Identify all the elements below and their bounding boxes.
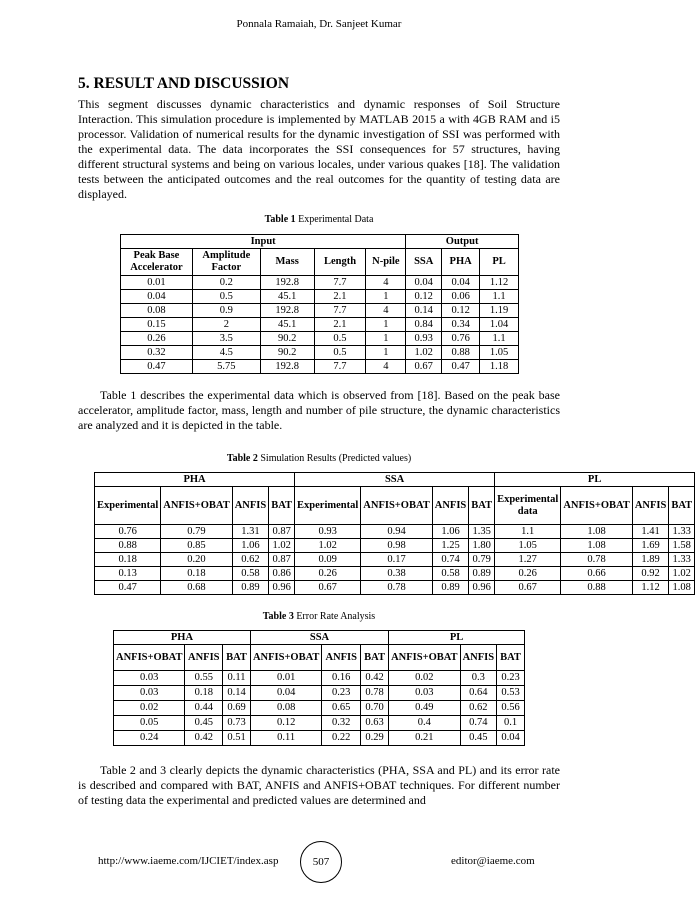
- table-cell: 0.3: [460, 671, 497, 686]
- table-cell: 0.76: [95, 525, 161, 539]
- table-cell: 1.80: [469, 539, 495, 553]
- table3-column-header: ANFIS+OBAT: [114, 645, 185, 671]
- table-cell: 0.78: [561, 553, 632, 567]
- table-cell: 0.1: [497, 716, 525, 731]
- table3-column-header: ANFIS: [322, 645, 361, 671]
- table-cell: 0.74: [432, 553, 469, 567]
- table-row: [95, 553, 695, 567]
- footer-email-link[interactable]: editor@iaeme.com: [451, 855, 535, 867]
- table-cell: 0.64: [460, 686, 497, 701]
- table-row: [121, 304, 519, 318]
- table-cell: 192.8: [260, 360, 314, 374]
- table-cell: 90.2: [260, 332, 314, 346]
- table-cell: 0.03: [114, 686, 185, 701]
- table-cell: 0.53: [497, 686, 525, 701]
- table-cell: 0.32: [121, 346, 193, 360]
- table-cell: 0.26: [121, 332, 193, 346]
- table-cell: 0.63: [361, 716, 389, 731]
- table1-column-header: Length: [314, 249, 366, 276]
- table-cell: 0.02: [389, 671, 460, 686]
- table-cell: 0.58: [232, 567, 269, 581]
- table-cell: 1.31: [232, 525, 269, 539]
- table-cell: 45.1: [260, 290, 314, 304]
- table-cell: 0.4: [389, 716, 460, 731]
- table-cell: 0.5: [192, 290, 260, 304]
- table-cell: 0.13: [95, 567, 161, 581]
- table-cell: 0.68: [161, 581, 232, 595]
- table2-column-header: Experimental data: [495, 487, 561, 525]
- table-cell: 0.89: [432, 581, 469, 595]
- table-row: [114, 731, 525, 746]
- table-cell: 0.45: [185, 716, 223, 731]
- table-cell: 0.78: [361, 686, 389, 701]
- table-cell: 1.58: [669, 539, 695, 553]
- table-cell: 0.87: [269, 553, 295, 567]
- table-cell: 0.47: [95, 581, 161, 595]
- table-cell: 0.84: [406, 318, 442, 332]
- table-cell: 0.16: [322, 671, 361, 686]
- table1-column-header: PL: [480, 249, 519, 276]
- table-cell: 7.7: [314, 360, 366, 374]
- table-cell: 0.9: [192, 304, 260, 318]
- table-cell: 0.18: [161, 567, 232, 581]
- table-cell: 0.12: [250, 716, 321, 731]
- table-cell: 0.14: [406, 304, 442, 318]
- table-cell: 0.76: [442, 332, 480, 346]
- table-row: [121, 332, 519, 346]
- running-header: Ponnala Ramaiah, Dr. Sanjeet Kumar: [236, 18, 402, 30]
- table-cell: 0.66: [561, 567, 632, 581]
- table-cell: 0.73: [223, 716, 251, 731]
- table-cell: 0.08: [250, 701, 321, 716]
- table-cell: 0.86: [269, 567, 295, 581]
- table-cell: 1.18: [480, 360, 519, 374]
- table-cell: 0.70: [361, 701, 389, 716]
- table-cell: 0.79: [161, 525, 232, 539]
- table-cell: 0.94: [361, 525, 432, 539]
- table-cell: 1.08: [669, 581, 695, 595]
- table-row: [95, 525, 695, 539]
- table1-caption-label: Table 1: [264, 214, 296, 225]
- table-cell: 0.04: [406, 276, 442, 290]
- table-cell: 0.11: [250, 731, 321, 746]
- table-cell: 0.34: [442, 318, 480, 332]
- table-cell: 1.89: [632, 553, 669, 567]
- table-row: [114, 716, 525, 731]
- table-cell: 0.26: [295, 567, 361, 581]
- table-cell: 0.85: [161, 539, 232, 553]
- table2: [94, 472, 695, 595]
- table3-column-header: ANFIS: [185, 645, 223, 671]
- table3-column-header: ANFIS: [460, 645, 497, 671]
- table-cell: 192.8: [260, 276, 314, 290]
- table-cell: 0.51: [223, 731, 251, 746]
- table-cell: 1.25: [432, 539, 469, 553]
- table-cell: 1.08: [561, 525, 632, 539]
- table-cell: 1.1: [480, 290, 519, 304]
- table-cell: 0.38: [361, 567, 432, 581]
- table2-caption-label: Table 2: [226, 453, 258, 464]
- table-cell: 1.1: [480, 332, 519, 346]
- table-cell: 0.78: [361, 581, 432, 595]
- table-cell: 0.14: [223, 686, 251, 701]
- table-cell: 0.98: [361, 539, 432, 553]
- table-cell: 5.75: [192, 360, 260, 374]
- table-cell: 0.58: [432, 567, 469, 581]
- table1-column-header: Mass: [260, 249, 314, 276]
- table-cell: 0.24: [114, 731, 185, 746]
- table-cell: 1.02: [269, 539, 295, 553]
- table1-group-input: Input: [121, 235, 406, 249]
- table-row: [121, 360, 519, 374]
- table1-column-header: Amplitude Factor: [192, 249, 260, 276]
- table-cell: 1.33: [669, 553, 695, 567]
- footer-url-link[interactable]: http://www.iaeme.com/IJCIET/index.asp: [98, 855, 279, 867]
- table-cell: 1.12: [480, 276, 519, 290]
- table-row: [95, 567, 695, 581]
- table-cell: 0.01: [250, 671, 321, 686]
- table-cell: 0.5: [314, 332, 366, 346]
- table-cell: 1: [366, 346, 406, 360]
- table-row: [114, 686, 525, 701]
- table-cell: 0.04: [250, 686, 321, 701]
- table-cell: 0.26: [495, 567, 561, 581]
- section-title: 5. RESULT AND DISCUSSION: [78, 75, 290, 92]
- table-cell: 0.02: [114, 701, 185, 716]
- table1-column-header: PHA: [442, 249, 480, 276]
- table2-column-header: ANFIS: [232, 487, 269, 525]
- table-cell: 0.15: [121, 318, 193, 332]
- table-cell: 0.74: [460, 716, 497, 731]
- table-cell: 0.23: [497, 671, 525, 686]
- table2-column-header: Experimental: [295, 487, 361, 525]
- table-row: [114, 701, 525, 716]
- table-cell: 1.27: [495, 553, 561, 567]
- table-cell: 1.06: [432, 525, 469, 539]
- table3: [113, 630, 525, 746]
- table-cell: 0.92: [632, 567, 669, 581]
- table-cell: 1: [366, 318, 406, 332]
- table-cell: 0.55: [185, 671, 223, 686]
- table-cell: 0.22: [322, 731, 361, 746]
- table-cell: 1.12: [632, 581, 669, 595]
- table-cell: 0.42: [185, 731, 223, 746]
- table-cell: 2: [192, 318, 260, 332]
- table-cell: 0.18: [185, 686, 223, 701]
- table-cell: 0.03: [389, 686, 460, 701]
- table-cell: 0.42: [361, 671, 389, 686]
- table3-caption-label: Table 3: [262, 611, 294, 622]
- table-cell: 4: [366, 304, 406, 318]
- table-cell: 0.04: [121, 290, 193, 304]
- table-cell: 4: [366, 276, 406, 290]
- table-cell: 0.29: [361, 731, 389, 746]
- table1-column-header: N-pile: [366, 249, 406, 276]
- table-cell: 0.5: [314, 346, 366, 360]
- table-cell: 0.20: [161, 553, 232, 567]
- table2-group-pl: PL: [495, 473, 695, 487]
- table-cell: 2.1: [314, 318, 366, 332]
- table-cell: 0.56: [497, 701, 525, 716]
- table-cell: 0.03: [114, 671, 185, 686]
- table-cell: 1.1: [495, 525, 561, 539]
- table-cell: 0.06: [442, 290, 480, 304]
- table-cell: 1: [366, 332, 406, 346]
- table-cell: 0.09: [295, 553, 361, 567]
- table-cell: 0.23: [322, 686, 361, 701]
- table-cell: 1.06: [232, 539, 269, 553]
- table3-column-header: ANFIS+OBAT: [250, 645, 321, 671]
- table-cell: 0.12: [442, 304, 480, 318]
- table-cell: 0.17: [361, 553, 432, 567]
- table3-column-header: BAT: [361, 645, 389, 671]
- table-cell: 4: [366, 360, 406, 374]
- table-cell: 1.05: [480, 346, 519, 360]
- table-cell: 7.7: [314, 276, 366, 290]
- table-cell: 0.04: [497, 731, 525, 746]
- table-cell: 0.88: [442, 346, 480, 360]
- table3-column-header: BAT: [223, 645, 251, 671]
- table-row: [121, 318, 519, 332]
- table-cell: 0.69: [223, 701, 251, 716]
- table2-column-header: ANFIS+OBAT: [161, 487, 232, 525]
- table-cell: 0.67: [295, 581, 361, 595]
- table-row: [114, 671, 525, 686]
- table-cell: 192.8: [260, 304, 314, 318]
- table-cell: 0.11: [223, 671, 251, 686]
- table1-caption-text: Experimental Data: [298, 214, 374, 225]
- table3-group-pl: PL: [389, 631, 525, 645]
- table-cell: 0.79: [469, 553, 495, 567]
- page-number: 507: [300, 841, 342, 883]
- table2-group-pha: PHA: [95, 473, 295, 487]
- table-cell: 0.62: [460, 701, 497, 716]
- table3-column-header: ANFIS+OBAT: [389, 645, 460, 671]
- table-cell: 0.93: [406, 332, 442, 346]
- table-cell: 2.1: [314, 290, 366, 304]
- table-cell: 0.87: [269, 525, 295, 539]
- table-cell: 3.5: [192, 332, 260, 346]
- table2-group-ssa: SSA: [295, 473, 495, 487]
- table2-caption: [0, 453, 638, 464]
- table3-group-ssa: SSA: [250, 631, 388, 645]
- table-cell: 0.88: [561, 581, 632, 595]
- table-cell: 1.41: [632, 525, 669, 539]
- table-cell: 1.02: [669, 567, 695, 581]
- table2-column-header: Experimental: [95, 487, 161, 525]
- table-row: [121, 346, 519, 360]
- table-cell: 1.04: [480, 318, 519, 332]
- table-cell: 4.5: [192, 346, 260, 360]
- table-cell: 0.89: [232, 581, 269, 595]
- table-cell: 0.49: [389, 701, 460, 716]
- table2-column-header: BAT: [669, 487, 695, 525]
- table2-column-header: BAT: [469, 487, 495, 525]
- table-cell: 0.08: [121, 304, 193, 318]
- table2-caption-text: Simulation Results (Predicted values): [260, 453, 412, 464]
- table-row: [121, 276, 519, 290]
- table-cell: 1.08: [561, 539, 632, 553]
- table-cell: 0.45: [460, 731, 497, 746]
- table-cell: 0.04: [442, 276, 480, 290]
- table-cell: 0.18: [95, 553, 161, 567]
- table2-column-header: ANFIS: [632, 487, 669, 525]
- table-cell: 7.7: [314, 304, 366, 318]
- table-cell: 1: [366, 290, 406, 304]
- table1-group-output: Output: [406, 235, 519, 249]
- table2-column-header: ANFIS+OBAT: [561, 487, 632, 525]
- table-cell: 0.44: [185, 701, 223, 716]
- paragraph-discussion: Table 2 and 3 clearly depicts the dynamic characteristics (PHA, SSA and PL) and its error rate is described and compared with BAT, ANFIS and ANFIS+OBAT techniques. For different number of testing data the experimental and predicted values are determined and: [78, 763, 560, 807]
- table-cell: 0.65: [322, 701, 361, 716]
- table-cell: 0.01: [121, 276, 193, 290]
- table-cell: 0.67: [495, 581, 561, 595]
- table-cell: 1.33: [669, 525, 695, 539]
- table2-column-header: ANFIS+OBAT: [361, 487, 432, 525]
- table-cell: 0.89: [469, 567, 495, 581]
- table2-column-header: BAT: [269, 487, 295, 525]
- table3-caption-text: Error Rate Analysis: [296, 611, 376, 622]
- table1-caption: [0, 214, 638, 225]
- table-cell: 1.02: [295, 539, 361, 553]
- table-cell: 1.35: [469, 525, 495, 539]
- table1: [120, 234, 519, 374]
- table3-group-pha: PHA: [114, 631, 251, 645]
- table-cell: 0.32: [322, 716, 361, 731]
- table2-column-header: ANFIS: [432, 487, 469, 525]
- table-cell: 0.47: [442, 360, 480, 374]
- table3-column-header: BAT: [497, 645, 525, 671]
- table-cell: 1.19: [480, 304, 519, 318]
- table-cell: 0.88: [95, 539, 161, 553]
- table-row: [95, 539, 695, 553]
- table-cell: 1.02: [406, 346, 442, 360]
- table-cell: 0.62: [232, 553, 269, 567]
- table-cell: 0.96: [469, 581, 495, 595]
- table-cell: 1.05: [495, 539, 561, 553]
- table-cell: 0.21: [389, 731, 460, 746]
- table3-caption: [0, 611, 638, 622]
- table-row: [95, 581, 695, 595]
- table-cell: 0.47: [121, 360, 193, 374]
- table-row: [121, 290, 519, 304]
- table-cell: 0.12: [406, 290, 442, 304]
- table-cell: 0.05: [114, 716, 185, 731]
- table-cell: 0.96: [269, 581, 295, 595]
- table1-column-header: Peak Base Accelerator: [121, 249, 193, 276]
- paragraph-table1-description: Table 1 describes the experimental data which is observed from [18]. Based on the peak base accelerator, amplitude factor, mass, length and number of pile structure, the dynamic characteristics are analyzed and it is depicted in the table.: [78, 388, 560, 432]
- table1-column-header: SSA: [406, 249, 442, 276]
- table-cell: 0.67: [406, 360, 442, 374]
- table-cell: 0.93: [295, 525, 361, 539]
- table-cell: 1.69: [632, 539, 669, 553]
- table-cell: 45.1: [260, 318, 314, 332]
- table-cell: 0.2: [192, 276, 260, 290]
- paragraph-intro: This segment discusses dynamic characteristics and dynamic responses of Soil Structure Interaction. This simulation procedure is implemented by MATLAB 2015 a with 4GB RAM and i5 processor. Validation of numerical results for the dynamic investigation of SSI was performed with the experimental data. The data incorporates the SSI consequences for 57 structures, having different structural systems and being on various locales, under various quakes [18]. The validation tests between the anticipated outcomes and the real outcomes for the quantity of testing data are displayed.: [78, 97, 560, 201]
- table-cell: 90.2: [260, 346, 314, 360]
